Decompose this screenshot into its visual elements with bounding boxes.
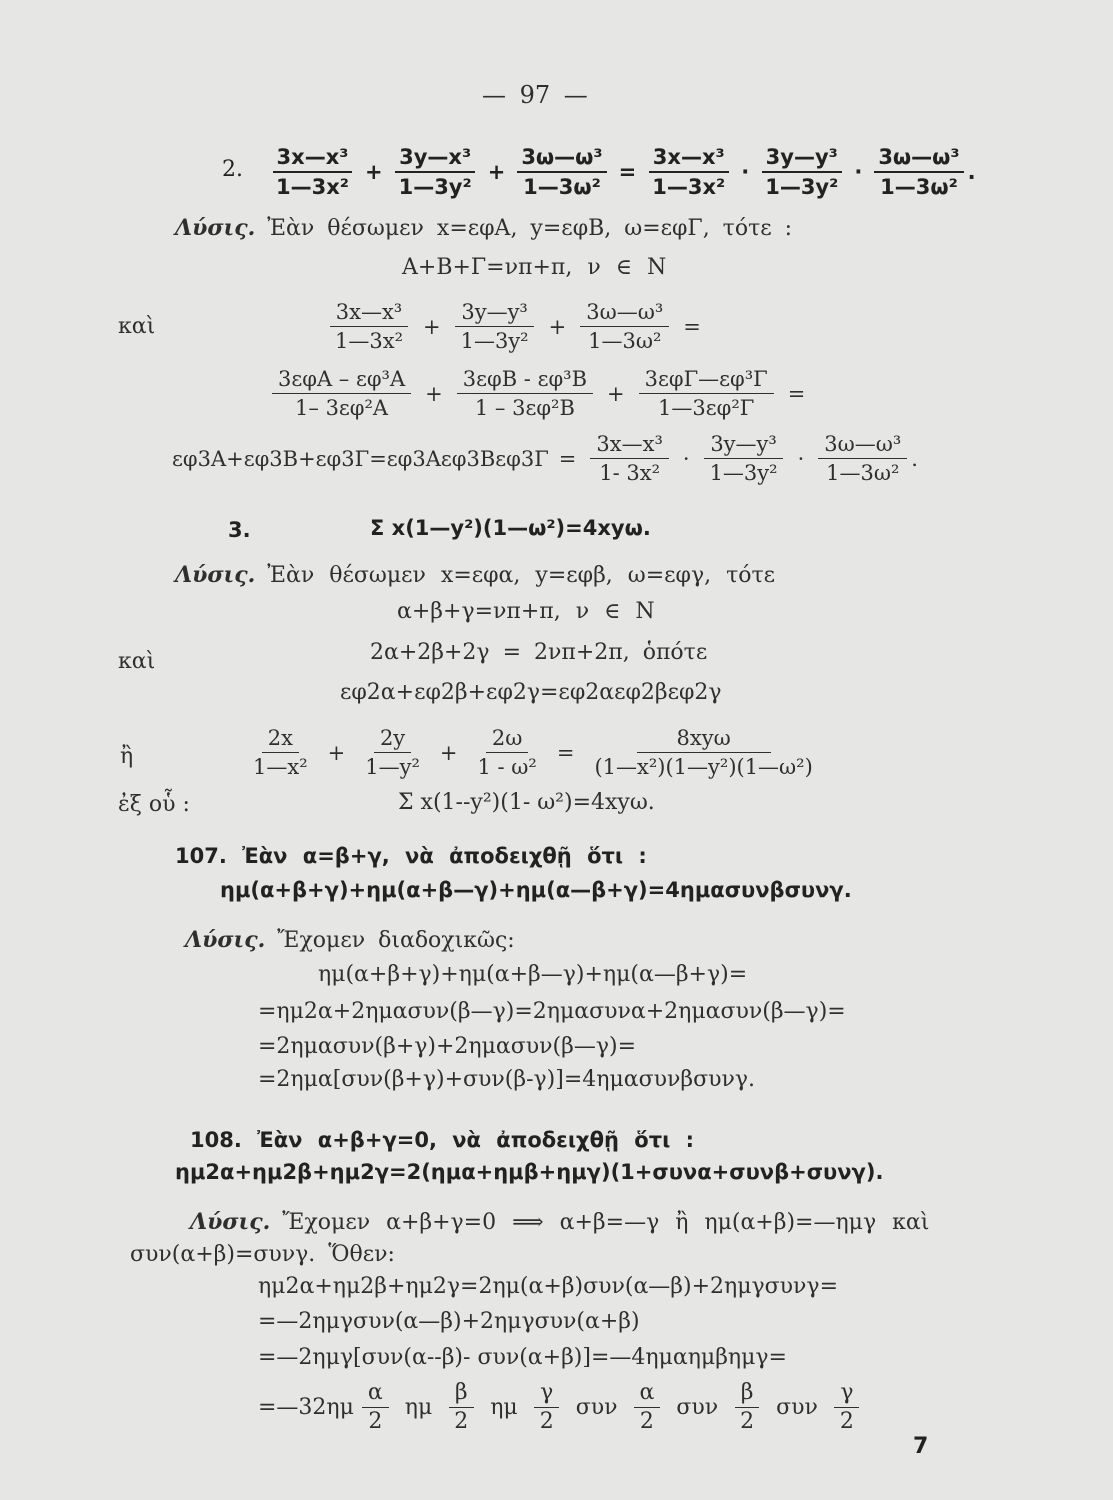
- numerator: 3x—x³: [590, 431, 668, 459]
- period: .: [911, 446, 918, 471]
- numerator: β: [449, 1380, 474, 1408]
- numerator: 8xyω: [637, 725, 771, 753]
- function-name: ημ: [404, 1394, 433, 1420]
- function-name: συν: [676, 1394, 719, 1420]
- solution-108-step-3: =—2ημγ[συν(α--β)- συν(α+β)]=—4ημαημβημγ=: [258, 1345, 787, 1370]
- numerator: 3y—y³: [704, 431, 783, 459]
- denominator: 1—3εφ²Γ: [658, 396, 755, 420]
- plus-sign: +: [422, 314, 441, 339]
- denominator: 2: [454, 1409, 469, 1434]
- numerator: 3ω—ω³: [818, 431, 907, 459]
- numerator: 2x: [262, 725, 299, 753]
- solution-label: Λύσις.: [190, 1209, 271, 1235]
- fraction: [734, 1380, 760, 1435]
- denominator: 1—3y²: [709, 461, 778, 485]
- plus-sign: +: [364, 160, 383, 184]
- numerator: 3y—y³: [455, 299, 534, 327]
- denominator: 1—3x²: [335, 329, 403, 353]
- fraction: [359, 725, 426, 780]
- solution-3-tangent-identity: εφ2α+εφ2β+εφ2γ=εφ2αεφ2βεφ2γ: [340, 680, 722, 705]
- fraction: [580, 299, 669, 354]
- function-name: συν: [776, 1394, 818, 1420]
- hence-word: ἐξ οὗ :: [118, 792, 190, 817]
- dot-sign: ·: [741, 160, 750, 184]
- equals-sign: =: [787, 381, 806, 406]
- fraction: [448, 1380, 474, 1435]
- numerator: 3ω—ω³: [580, 299, 669, 327]
- denominator: 1—3y²: [460, 329, 529, 353]
- dot-sign: ·: [797, 446, 805, 471]
- solution-107-step-3: =2ημασυν(β+γ)+2ημασυν(β—γ)=: [258, 1034, 636, 1059]
- numerator: 3y—x³: [395, 144, 475, 173]
- denominator: 2: [639, 1409, 654, 1434]
- exercise-2-equation: [268, 144, 976, 200]
- equals-sign: =: [683, 314, 701, 339]
- denominator: 1—x²: [253, 755, 308, 779]
- equals-sign: =: [556, 740, 575, 765]
- fraction: [704, 431, 784, 486]
- denominator: 1—y²: [365, 755, 420, 779]
- fraction: [634, 1380, 661, 1435]
- and-word: καὶ: [118, 649, 156, 674]
- denominator: 1– 3εφ²A: [295, 396, 389, 420]
- dot-sign: ·: [854, 160, 863, 184]
- fraction: [588, 725, 818, 780]
- function-name: συν: [575, 1394, 618, 1420]
- solution-107-intro-text: Ἔχομεν διαδοχικῶς:: [277, 928, 515, 953]
- denominator: 2: [539, 1409, 554, 1434]
- solution-3-doubled-angles: 2α+2β+2γ = 2νπ+2π, ὁπότε: [370, 640, 708, 665]
- numerator: 2ω: [486, 725, 529, 753]
- solution-108-final-row: [258, 1380, 864, 1435]
- solution-label: Λύσις.: [175, 562, 256, 588]
- numerator: 3x—x³: [649, 144, 729, 173]
- solution-2-row-2: [268, 366, 815, 421]
- fraction: [329, 299, 409, 354]
- plus-sign: +: [425, 381, 443, 406]
- plus-sign: +: [548, 314, 567, 339]
- denominator: 1—3x²: [652, 175, 726, 199]
- numerator: 3εφB - εφ³B: [457, 366, 593, 394]
- dot-sign: ·: [682, 446, 690, 471]
- denominator: 1 - ω²: [477, 755, 537, 779]
- solution-3-intro-text: Ἐὰν θέσωμεν x=εφα, y=εφβ, ω=εφγ, τότε: [267, 563, 776, 588]
- denominator: 2: [839, 1409, 854, 1434]
- numerator: β: [735, 1380, 760, 1408]
- solution-3-fraction-row: [243, 725, 823, 780]
- solution-3-angle-sum: α+β+γ=νπ+π, ν ∈ N: [397, 599, 655, 624]
- solution-2-angle-sum: A+B+Γ=νπ+π, ν ∈ N: [402, 255, 667, 280]
- solution-108-intro: [190, 1209, 929, 1236]
- solution-108-intro-text: Ἔχομεν α+β+γ=0 ⟹ α+β=—γ ἢ ημ(α+β)=—ημγ καὶ: [282, 1210, 930, 1235]
- fraction: [517, 144, 606, 200]
- equals-sign: =: [558, 446, 577, 471]
- solution-2-intro: [175, 215, 792, 242]
- signature-mark: 7: [913, 1434, 929, 1459]
- fraction: [272, 366, 411, 421]
- solution-2-row-1: [325, 299, 711, 354]
- numerator: γ: [834, 1380, 859, 1408]
- denominator: 1—3ω²: [826, 461, 900, 485]
- fraction: [834, 1380, 860, 1435]
- solution-107-step-4: =2ημα[συν(β+γ)+συν(β-γ)]=4ημασυνβσυνγ.: [258, 1067, 755, 1092]
- and-word: καὶ: [118, 314, 156, 339]
- denominator: (1—x²)(1—y²)(1—ω²): [594, 755, 813, 779]
- solution-107-intro: [185, 927, 515, 954]
- numerator: 3ω—ω³: [874, 144, 963, 173]
- exercise-107-heading: 107. Ἐὰν α=β+γ, νὰ ἀποδειχθῇ ὅτι :: [175, 844, 647, 868]
- tangent-triple-identity: εφ3A+εφ3B+εφ3Γ=εφ3Aεφ3Bεφ3Γ: [172, 446, 549, 471]
- denominator: 1—3ω²: [523, 175, 601, 199]
- numerator: 3ω—ω³: [517, 144, 606, 173]
- numerator: 3εφΓ—εφ³Γ: [639, 366, 774, 394]
- fraction: [818, 431, 907, 486]
- fraction: [247, 725, 314, 780]
- solution-2-intro-text: Ἐὰν θέσωμεν x=εφA, y=εφB, ω=εφΓ, τότε :: [267, 216, 793, 241]
- fraction: [362, 1380, 389, 1435]
- exercise-2-number: 2.: [222, 157, 243, 182]
- plus-sign: +: [607, 381, 625, 406]
- function-name: ημ: [490, 1394, 518, 1420]
- numerator: γ: [534, 1380, 559, 1408]
- numerator: α: [362, 1380, 389, 1408]
- solution-2-row-3: [172, 431, 918, 486]
- fraction: [395, 144, 476, 200]
- plus-sign: +: [327, 740, 346, 765]
- fraction: [648, 144, 729, 200]
- plus-sign: +: [487, 160, 506, 184]
- denominator: 1—3y²: [398, 175, 472, 199]
- solution-3-intro: [175, 562, 775, 589]
- or-word: ἢ: [120, 744, 134, 769]
- plus-sign: +: [439, 740, 458, 765]
- denominator: 1—3y²: [765, 175, 839, 199]
- fraction: [761, 144, 842, 200]
- numerator: 3x—x³: [330, 299, 408, 327]
- solution-label: Λύσις.: [185, 927, 266, 953]
- denominator: 1 – 3εφ²B: [474, 396, 575, 420]
- denominator: 1- 3x²: [599, 461, 661, 485]
- denominator: 1—3ω²: [588, 329, 662, 353]
- fraction: [455, 299, 535, 354]
- exercise-3-statement: Σ x(1—y²)(1—ω²)=4xyω.: [370, 516, 651, 540]
- page-number-header: — 97 —: [482, 81, 588, 109]
- final-prefix: =—32ημ: [258, 1394, 354, 1420]
- fraction: [472, 725, 543, 780]
- numerator: 3y—y³: [762, 144, 842, 173]
- denominator: 1—3ω²: [880, 175, 958, 199]
- exercise-108-heading: 108. Ἐὰν α+β+γ=0, νὰ ἀποδειχθῇ ὅτι :: [190, 1128, 695, 1152]
- denominator: 1—3x²: [276, 175, 349, 199]
- solution-label: Λύσις.: [175, 215, 256, 241]
- fraction: [639, 366, 774, 421]
- exercise-3-number: 3.: [228, 518, 251, 542]
- fraction: [590, 431, 668, 486]
- numerator: 3x—x³: [273, 144, 353, 173]
- numerator: α: [634, 1380, 661, 1408]
- denominator: 2: [740, 1409, 755, 1434]
- solution-108-step-2: =—2ημγσυν(α—β)+2ημγσυν(α+β): [258, 1309, 640, 1334]
- equals-sign: =: [618, 160, 637, 184]
- fraction: [874, 144, 963, 200]
- solution-107-step-1: ημ(α+β+γ)+ημ(α+β—γ)+ημ(α—β+γ)=: [318, 962, 748, 987]
- solution-107-step-2: =ημ2α+2ημασυν(β—γ)=2ημασυνα+2ημασυν(β—γ)=: [258, 999, 846, 1024]
- exercise-107-statement: ημ(α+β+γ)+ημ(α+β—γ)+ημ(α—β+γ)=4ημασυνβσυνγ.: [220, 878, 852, 902]
- numerator: 2y: [374, 725, 411, 753]
- fraction: [534, 1380, 560, 1435]
- fraction: [457, 366, 593, 421]
- denominator: 2: [368, 1409, 383, 1434]
- solution-108-step-1: ημ2α+ημ2β+ημ2γ=2ημ(α+β)συν(α—β)+2ημγσυνγ=: [258, 1274, 839, 1299]
- period: .: [967, 160, 976, 184]
- solution-108-intro-continued: συν(α+β)=συνγ. Ὅθεν:: [130, 1242, 395, 1267]
- numerator: 3εφA – εφ³A: [272, 366, 411, 394]
- solution-3-result: Σ x(1--y²)(1- ω²)=4xyω.: [398, 790, 655, 815]
- fraction: [272, 144, 353, 200]
- exercise-108-statement: ημ2α+ημ2β+ημ2γ=2(ημα+ημβ+ημγ)(1+συνα+συνβ+συνγ).: [175, 1160, 884, 1184]
